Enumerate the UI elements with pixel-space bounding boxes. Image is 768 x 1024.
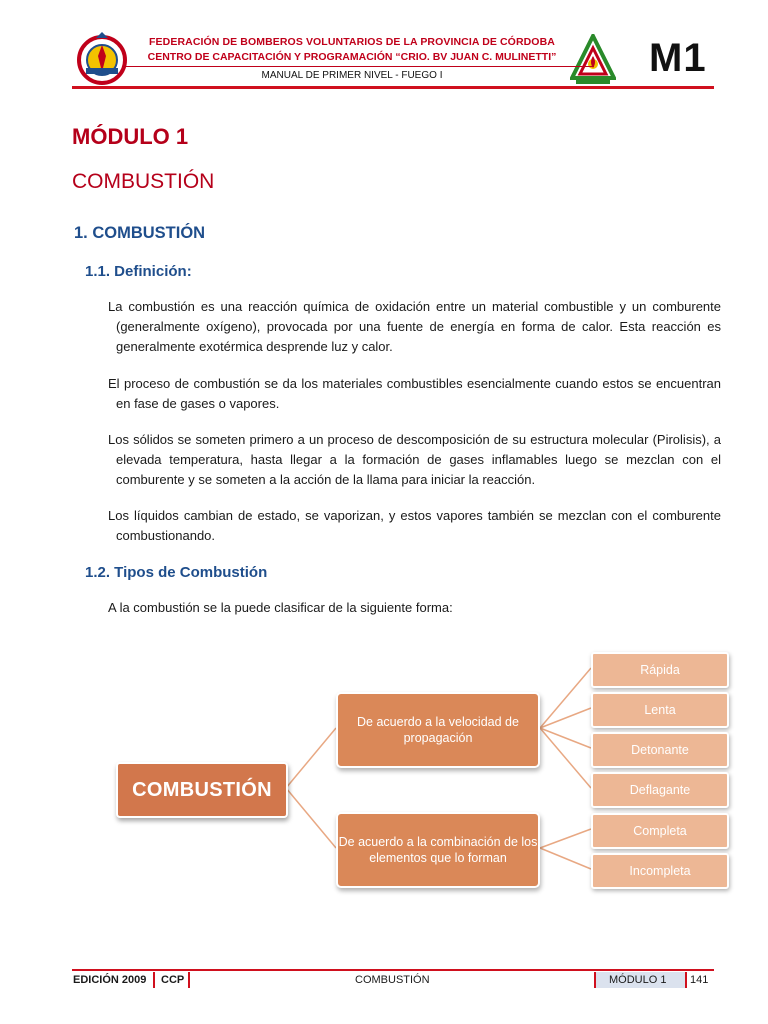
paragraph-definition: La combustión es una reacción química de oxidación entre un material combustible y un comburente (generalmente oxígeno), provocada por una fuente de energía en forma de calor. Esta reacción es generalmente exotérmica desprende luz y calor. bbox=[108, 299, 721, 354]
footer-rule bbox=[72, 969, 714, 971]
footer-separator bbox=[153, 972, 155, 988]
header-federation: FEDERACIÓN DE BOMBEROS VOLUNTARIOS DE LA PROVINCIA DE CÓRDOBA bbox=[149, 36, 555, 48]
paragraph-process: El proceso de combustión se da los materiales combustibles esencialmente cuando estos se encuentran en fase de gases o vapores. bbox=[108, 376, 721, 411]
header-center: CENTRO DE CAPACITACIÓN Y PROGRAMACIÓN “CRIO. BV JUAN C. MULINETTI” bbox=[147, 51, 557, 63]
module-badge: M1 bbox=[649, 36, 707, 80]
diagram-leaf-deflagante: Deflagante bbox=[591, 772, 729, 808]
footer-module: MÓDULO 1 bbox=[609, 974, 667, 986]
diagram-leaf-detonante: Detonante bbox=[591, 732, 729, 768]
subsection-definition-heading: 1.1. Definición: bbox=[85, 263, 192, 280]
header-manual: MANUAL DE PRIMER NIVEL - FUEGO I bbox=[261, 70, 443, 81]
footer-title: COMBUSTIÓN bbox=[355, 974, 430, 986]
diagram-branch-velocity: De acuerdo a la velocidad de propagación bbox=[336, 692, 540, 768]
module-title: MÓDULO 1 bbox=[72, 124, 189, 149]
paragraph-classification-intro: A la combustión se la puede clasificar de la siguiente forma: bbox=[108, 600, 453, 615]
diagram-leaf-completa: Completa bbox=[591, 813, 729, 849]
diagram-root-combustion: COMBUSTIÓN bbox=[116, 762, 288, 818]
page-number: 141 bbox=[690, 974, 709, 986]
diagram-leaf-incompleta: Incompleta bbox=[591, 853, 729, 889]
topic-title: COMBUSTIÓN bbox=[72, 170, 215, 193]
footer-separator bbox=[685, 972, 687, 988]
footer-separator bbox=[188, 972, 190, 988]
diagram-branch-combination: De acuerdo a la combinación de los elementos que lo forman bbox=[336, 812, 540, 888]
diagram-leaf-rapida: Rápida bbox=[591, 652, 729, 688]
paragraph-liquids: Los líquidos cambian de estado, se vaporizan, y estos vapores también se mezclan con el comburente combustionando. bbox=[108, 508, 721, 543]
footer-edition: EDICIÓN 2009 bbox=[73, 974, 147, 986]
paragraph-solids: Los sólidos se someten primero a un proceso de descomposición de su estructura molecular (Pirolisis), a elevada temperatura, hasta llegar a la formación de gases inflamables luego se mezclan con el comburente y se someten a la acción de la llama para iniciar la reacción. bbox=[108, 432, 721, 487]
section-heading: 1. COMBUSTIÓN bbox=[74, 224, 206, 242]
subsection-types-heading: 1.2. Tipos de Combustión bbox=[85, 564, 268, 581]
diagram-leaf-lenta: Lenta bbox=[591, 692, 729, 728]
footer-ccp: CCP bbox=[161, 974, 185, 986]
